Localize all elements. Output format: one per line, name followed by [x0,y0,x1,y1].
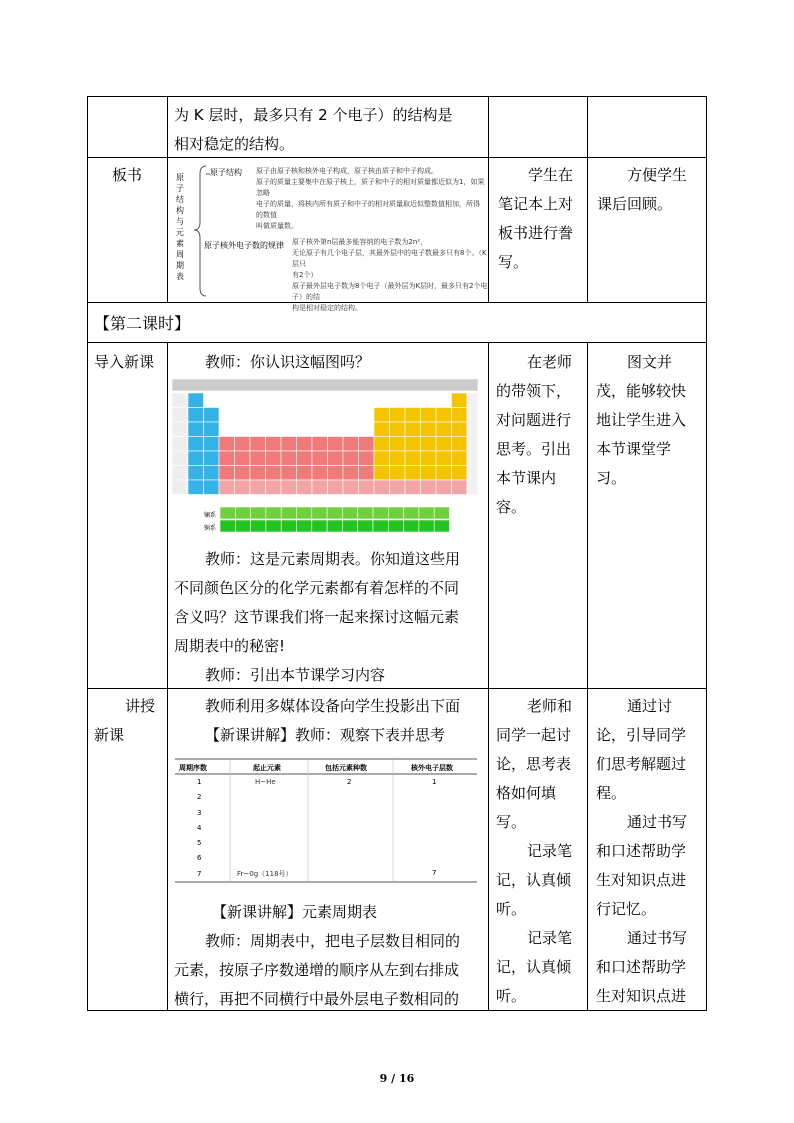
element-cell [188,480,204,495]
board-student-activity: 学生在 笔记本上对 板书进行誊 写。 [498,166,574,271]
element-cell [436,422,452,437]
element-cell [312,437,328,452]
actinide-cell [342,520,357,532]
element-cell [188,393,204,408]
explain-label: 讲授 新课 [94,697,156,744]
actinide-cell [312,520,327,532]
element-cell [421,451,437,466]
element-cell [188,422,204,437]
periodic-table-image [172,379,478,535]
actinide-cell [358,520,373,532]
element-cell [374,466,390,481]
element-cell [312,451,328,466]
element-cell [374,480,390,495]
lanthanide-cell [251,507,266,519]
board-section2-title: 原子核外电子数的规律 [204,241,284,250]
lanthanide-cell [419,507,434,519]
actinide-cell [266,520,281,532]
explain-line-3: 【新课讲解】元素周期表 [212,903,378,921]
element-cell [219,480,235,495]
period-table-image [175,758,477,883]
element-cell [328,466,344,481]
element-cell [436,408,452,423]
element-cell [421,466,437,481]
element-cell [250,451,266,466]
lanthanide-cell [342,507,357,519]
element-cell [436,466,452,481]
element-cell [312,480,328,495]
table-cell: Fr~0g（118号） [237,870,293,878]
element-cell [297,480,313,495]
lanthanide-cell [297,507,312,519]
element-cell [328,451,344,466]
element-cell [390,408,406,423]
element-cell [281,451,297,466]
actinide-cell [327,520,342,532]
element-cell [235,480,251,495]
board-purpose: 方便学生 课后回顾。 [597,166,688,213]
element-cell [343,466,359,481]
element-cell [390,422,406,437]
element-cell [421,408,437,423]
table-border-left [87,96,88,1010]
element-cell [374,437,390,452]
element-cell [452,480,468,495]
periodic-table-graphic [172,379,478,535]
element-cell [405,451,421,466]
element-cell [250,480,266,495]
element-cell [452,437,468,452]
element-cell [452,393,468,408]
ptable-shell-column [467,393,478,495]
ptable-period-cell [172,451,187,466]
explain-purpose: 通过讨 论，引导同学 们思考解题过 程。 通过书写 和口述帮助学 生对知识点进 行记忆。 通过书写 和口述帮助学 生对知识点进 [596,697,688,1005]
section-header: 【第二课时】 [94,314,191,333]
period-table-header-3: 包括元素种数 [325,764,367,772]
board-brace [192,162,212,298]
col-divider [167,342,168,1010]
element-cell [359,480,375,495]
element-cell [235,451,251,466]
element-cell [452,451,468,466]
actinide-cell [388,520,403,532]
element-cell [343,437,359,452]
element-cell [374,408,390,423]
element-cell [436,451,452,466]
board-vertical-title: 原 子 结 构 与 元 素 周 期 表 [176,173,184,281]
element-cell [390,437,406,452]
actinide-cell [419,520,434,532]
board-notes-image [168,160,488,312]
actinide-cell [404,520,419,532]
ptable-header-strip [172,379,478,391]
actinide-cell [251,520,266,532]
element-cell [204,408,220,423]
element-cell [266,480,282,495]
col-divider [488,342,489,1010]
element-cell [204,480,220,495]
actinide-cell [281,520,296,532]
intro-student-activity: 在老师 的带领下， 对问题进行 思考。引出 本节课内 容。 [496,353,573,516]
lanthanide-cell [434,507,449,519]
element-cell [436,480,452,495]
element-cell [421,480,437,495]
table-cell: 1 [432,778,437,786]
element-cell [281,480,297,495]
period-table-lines [175,758,477,883]
col-divider [587,96,588,302]
element-cell [390,451,406,466]
element-cell [343,480,359,495]
element-cell [421,437,437,452]
row-top-line-1: 为 K 层时，最多只有 2 个电子）的结构是 [174,106,453,124]
table-border-top [87,96,707,97]
element-cell [266,437,282,452]
period-table-header-2: 起止元素 [253,764,281,772]
col-divider [587,342,588,1010]
period-table-header-4: 核外电子层数 [411,764,453,772]
lanthanide-cell [235,507,250,519]
row-divider [87,342,707,343]
intro-purpose: 图文并 茂，能够较快 地让学生进入 本节课堂学 习。 [596,353,687,487]
element-cell [219,451,235,466]
element-cell [204,466,220,481]
board-section2-text: 原子核外第n层最多能容纳的电子数为2n²， 无论原子有几个电子层，其最外层中的电子数最多只有8个。（K层只 有2个） 原子最外层电子数为8个电子（最外层为K层时，最多只有2个电子）的结 构是相对稳定的结构。 [292,238,488,312]
element-cell [374,451,390,466]
actinide-cell [235,520,250,532]
actinide-cell [434,520,449,532]
board-section1-text: 原子由原子核和核外电子构成，原子核由质子和中子构成。 原子的质量主要集中在原子核上，质子和中子的相对质量都近似为1，如果忽略 电子的质量，将核内所有质子和中子的相对质量取近似整数值相加，所得的数值 叫做质量数。 [256,167,485,230]
element-cell [328,480,344,495]
explain-student-activity: 老师和 同学一起讨 论，思考表 格如何填 写。 记录笔 记，认真倾 听。 记录笔 记，认真倾 听。 [496,697,573,1005]
element-cell [204,451,220,466]
element-cell [188,408,204,423]
lanthanide-cell [327,507,342,519]
col-divider [488,96,489,302]
intro-paragraph: 教师：这是元素周期表。你知道这些用 不同颜色区分的化学元素都有着怎样的不同 含义吗？这节课我们将一起来探讨这幅元素 周期表中的秘密! 教师：引出本节课学习内容 [174,550,461,684]
element-cell [405,480,421,495]
lanthanide-cell [266,507,281,519]
explain-paragraph: 教师：周期表中，把电子层数目相同的 元素，按原子序数递增的顺序从左到右排成 横行，再把不同横行中最外层电子数相同的 [174,932,461,1008]
element-cell [219,437,235,452]
element-cell [421,422,437,437]
ptable-period-cell [172,393,187,408]
element-cell [188,437,204,452]
ptable-period-cell [172,466,187,481]
element-cell [359,466,375,481]
element-cell [188,451,204,466]
period-table-header-1: 周期序数 [179,764,207,772]
element-cell [452,408,468,423]
actinide-cell [220,520,235,532]
explain-line-2: 【新课讲解】教师：观察下表并思考 [205,726,446,744]
lanthanide-cell [281,507,296,519]
element-cell [188,466,204,481]
board-section1-title: 原子结构 [210,168,242,177]
lanthanide-cell [373,507,388,519]
element-cell [405,466,421,481]
lanthanide-cell [312,507,327,519]
ptable-period-cell [172,408,187,423]
lanthanide-cell [388,507,403,519]
element-cell [235,437,251,452]
element-cell [359,451,375,466]
board-label: 板书 [111,166,142,184]
element-cell [328,437,344,452]
element-cell [436,437,452,452]
element-cell [266,451,282,466]
table-cell: 2 [347,778,352,786]
element-cell [297,437,313,452]
actinide-cell [373,520,388,532]
element-cell [405,422,421,437]
element-cell [452,422,468,437]
element-cell [297,466,313,481]
element-cell [204,422,220,437]
element-cell [390,480,406,495]
table-row: 1 2 3 4 5 6 7 [197,778,202,878]
explain-line-1: 教师利用多媒体设备向学生投影出下面 [205,697,461,715]
element-cell [405,408,421,423]
element-cell [204,437,220,452]
element-cell [390,466,406,481]
intro-question: 教师：你认识这幅图吗？ [205,353,371,371]
element-cell [219,466,235,481]
actinide-label: 锕系 [204,525,217,532]
ptable-period-cell [172,422,187,437]
intro-label: 导入新课 [94,353,155,371]
lanthanide-cell [358,507,373,519]
lanthanide-cell [220,507,235,519]
element-cell [281,437,297,452]
lanthanide-label: 镧系 [204,512,217,519]
row-top-line-2: 相对稳定的结构。 [174,135,295,153]
lanthanide-cell [404,507,419,519]
table-cell: 7 [432,869,437,877]
element-cell [405,437,421,452]
ptable-period-cell [172,437,187,452]
table-cell: H~He [255,778,276,786]
element-cell [235,466,251,481]
element-cell [250,437,266,452]
element-cell [312,466,328,481]
ptable-period-cell [172,480,187,495]
element-cell [452,466,468,481]
element-cell [359,437,375,452]
element-cell [297,451,313,466]
page-number: 9 / 16 [379,1072,415,1085]
element-cell [374,422,390,437]
element-cell [250,466,266,481]
table-border-right [706,96,707,1010]
element-cell [281,466,297,481]
element-cell [266,466,282,481]
actinide-cell [297,520,312,532]
element-cell [343,451,359,466]
